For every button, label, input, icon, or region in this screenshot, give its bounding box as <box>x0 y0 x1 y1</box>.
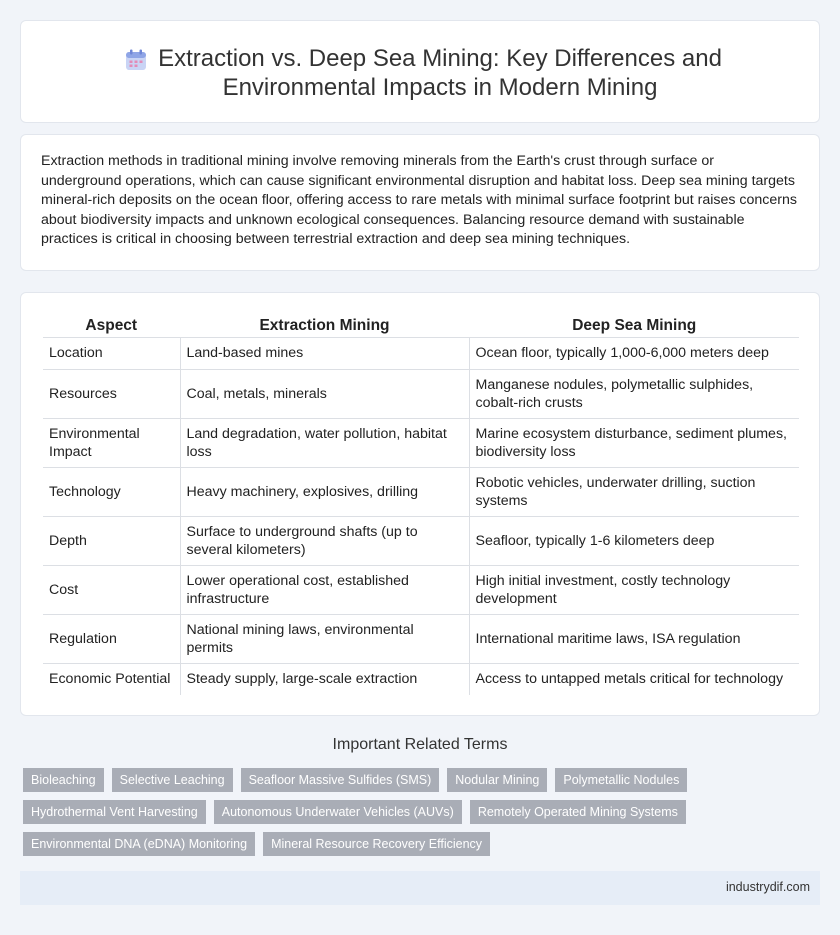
title-wrap <box>21 44 819 102</box>
cell-extraction: Surface to underground shafts (up to several kilometers) <box>180 516 469 565</box>
header-aspect: Aspect <box>43 316 180 337</box>
cell-deep-sea: Marine ecosystem disturbance, sediment plumes, biodiversity loss <box>469 418 799 467</box>
table-row <box>43 663 799 695</box>
term-tag[interactable]: Selective Leaching <box>112 768 233 792</box>
comparison-table <box>43 316 799 695</box>
comparison-card <box>20 292 820 716</box>
related-terms-heading: Important Related Terms <box>332 736 508 753</box>
cell-extraction: Heavy machinery, explosives, drilling <box>180 467 469 516</box>
table-row <box>43 565 799 614</box>
cell-deep-sea: Ocean floor, typically 1,000-6,000 meters deep <box>469 337 799 369</box>
term-tag[interactable]: Bioleaching <box>23 768 104 792</box>
table-row <box>43 614 799 663</box>
term-tag[interactable]: Autonomous Underwater Vehicles (AUVs) <box>214 800 462 824</box>
cell-aspect: Technology <box>43 467 180 516</box>
cell-aspect: Resources <box>43 369 180 418</box>
cell-extraction: National mining laws, environmental permits <box>180 614 469 663</box>
cell-aspect: Location <box>43 337 180 369</box>
cell-deep-sea: Access to untapped metals critical for technology <box>469 663 799 695</box>
related-terms-list <box>23 768 823 864</box>
table-row <box>43 369 799 418</box>
intro-paragraph: Extraction methods in traditional mining involve removing minerals from the Earth's crust through surface or underground operations, which can cause significant environmental disruption and habitat loss. Deep sea mining targets mineral-rich deposits on the ocean floor, offering access to rare metals with minimal surface footprint but raises concerns about biodiversity impacts and unknown ecological consequences. Balancing resource demand with sustainable practices is critical in choosing between terrestrial extraction and deep sea mining techniques. <box>41 153 797 247</box>
cell-aspect: Environmental Impact <box>43 418 180 467</box>
cell-extraction: Steady supply, large-scale extraction <box>180 663 469 695</box>
footer-site-link[interactable]: industrydif.com <box>725 880 810 894</box>
cell-aspect: Regulation <box>43 614 180 663</box>
cell-aspect: Depth <box>43 516 180 565</box>
title-card <box>20 20 820 123</box>
tag-row <box>23 768 823 792</box>
cell-extraction: Coal, metals, minerals <box>180 369 469 418</box>
cell-aspect: Cost <box>43 565 180 614</box>
cell-deep-sea: High initial investment, costly technology development <box>469 565 799 614</box>
cell-deep-sea: Robotic vehicles, underwater drilling, suction systems <box>469 467 799 516</box>
cell-extraction: Land-based mines <box>180 337 469 369</box>
page-title: Extraction vs. Deep Sea Mining: Key Differences and Environmental Impacts in Modern Mining <box>158 45 722 101</box>
table-header-row <box>43 316 799 337</box>
table-row <box>43 467 799 516</box>
intro-card <box>20 134 820 271</box>
term-tag[interactable]: Nodular Mining <box>447 768 547 792</box>
table-row <box>43 418 799 467</box>
cell-deep-sea: International maritime laws, ISA regulation <box>469 614 799 663</box>
tag-row <box>23 800 823 824</box>
table-row <box>43 516 799 565</box>
term-tag[interactable]: Mineral Resource Recovery Efficiency <box>263 832 490 856</box>
header-extraction: Extraction Mining <box>180 316 469 337</box>
cell-aspect: Economic Potential <box>49 671 171 688</box>
table-row <box>43 337 799 369</box>
term-tag[interactable]: Remotely Operated Mining Systems <box>470 800 686 824</box>
term-tag[interactable]: Polymetallic Nodules <box>555 768 687 792</box>
cell-extraction: Land degradation, water pollution, habitat loss <box>180 418 469 467</box>
footer <box>20 871 820 905</box>
tag-row <box>23 832 823 856</box>
term-tag[interactable]: Environmental DNA (eDNA) Monitoring <box>23 832 255 856</box>
term-tag[interactable]: Hydrothermal Vent Harvesting <box>23 800 206 824</box>
cell-deep-sea: Manganese nodules, polymetallic sulphides, cobalt-rich crusts <box>469 369 799 418</box>
header-deep-sea: Deep Sea Mining <box>469 316 799 337</box>
cell-extraction: Lower operational cost, established infrastructure <box>180 565 469 614</box>
cell-deep-sea: Seafloor, typically 1-6 kilometers deep <box>469 516 799 565</box>
term-tag[interactable]: Seafloor Massive Sulfides (SMS) <box>241 768 440 792</box>
